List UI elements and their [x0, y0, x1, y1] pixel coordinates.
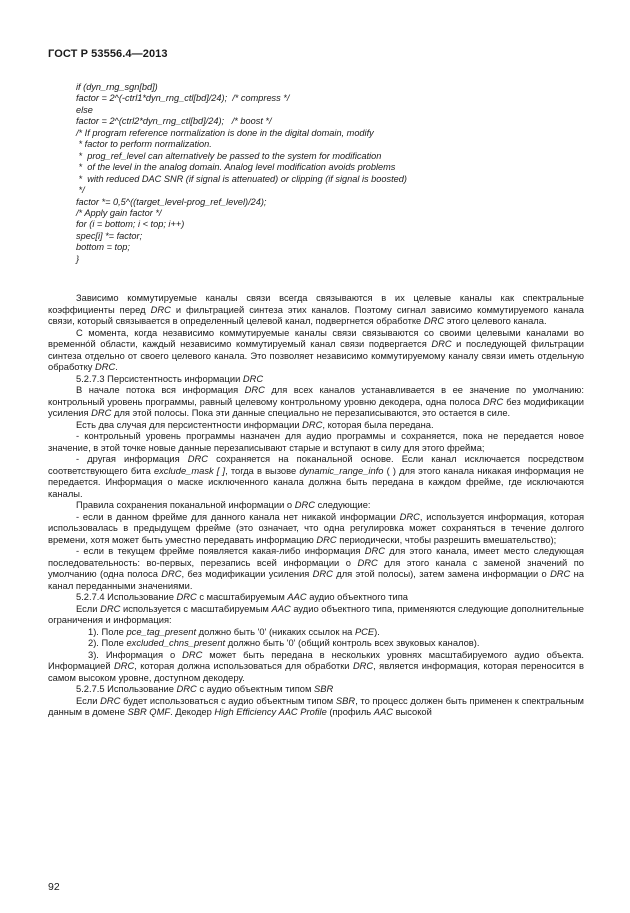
- code-line: * factor to perform normalization.: [76, 139, 212, 150]
- paragraph: Если DRC будет использоваться с аудио объектным типом SBR, то процесс должен быть применен к спектральным данным в домене SBR QMF. Декодер High Efficiency AAC Profile (профиль AAC высокой: [48, 695, 584, 717]
- code-line: }: [76, 253, 80, 264]
- page-header: ГОСТ Р 53556.4—2013: [48, 48, 168, 60]
- paragraph: Если DRC используется с масштабируемым AAC аудио объектного типа, применяются следующие дополнительные ограничения и информация:: [48, 603, 584, 625]
- code-line: */: [76, 185, 85, 196]
- paragraph: - если в текущем фрейме появляется какая-либо информация DRC для этого канала, имеет место следующая последовательность: во-первых, перезапись всей информации о DRC для этого канала с заменой значений по умолчанию (одна полоса DRC, без модификации усиления DRC для этой полосы), затем замена информации о DRC на канал переданными значениями.: [48, 546, 584, 591]
- paragraph: Есть два случая для персистентности информации DRC, которая была передана.: [76, 419, 434, 430]
- code-line: * prog_ref_level can alternatively be passed to the system for modification: [76, 150, 382, 161]
- paragraph: - другая информация DRC сохраняется на поканальной основе. Если канал исключается посредством соответствующего бита exclude_mask [ ], тогда в вызове dynamic_range_info ( ) для этого канала никакая информация не передается. Информация о маске исключенного канала должна быть передана в каждом фрейме, где исключаются каналы.: [48, 454, 584, 499]
- section-heading: 5.2.7.4 Использование DRC с масштабируемым AAC аудио объектного типа: [76, 592, 408, 602]
- code-line: * with reduced DAC SNR (if signal is attenuated) or clipping (if signal is boosted): [76, 173, 407, 184]
- code-line: factor = 2^(ctrl2*dyn_rng_ctl[bd]/24); /* boost */: [76, 116, 272, 127]
- code-line: factor = 2^(-ctrl1*dyn_rng_ctl[bd]/24); /* compress */: [76, 93, 290, 104]
- code-line: if (dyn_rng_sgn[bd]): [76, 82, 158, 92]
- code-line: * of the level in the analog domain. Analog level modification avoids problems: [76, 162, 396, 173]
- code-line: bottom = top;: [76, 242, 130, 253]
- paragraph: С момента, когда независимо коммутируемые каналы связи связываются со своими целевыми каналами во временнóй области, каждый независимо коммутируемый канал связи подвергается DRC и последующей фильтрации синтеза отдельно от своего целевого канала. Это позволяет независимо коммутируемому каналу связи иметь отдельную обработку DRC.: [48, 327, 585, 372]
- paragraph: Зависимо коммутируемые каналы связи всегда связываются в их целевые каналы как спектральные коэффициенты перед DRC и фильтрацией синтеза этих каналов. Поэтому сигнал зависимо коммутируемого канала связи, который связывается в определенный целевой канал, подвергнется обработке DRC этого целевого канала.: [48, 293, 585, 326]
- paragraph: 3). Информация о DRC может быть передана в нескольких уровнях масштабируемого аудио объекта. Информацией DRC, которая должна использоваться для обработки DRC, является информация, которая переносится в самом высоком уровне, доступном декодеру.: [48, 649, 584, 683]
- section-heading: 5.2.7.3 Персистентность информации DRC: [76, 373, 264, 384]
- paragraph: Правила сохранения поканальной информации о DRC следующие:: [76, 500, 371, 510]
- code-line: factor *= 0,5^((target_level-prog_ref_level)/24);: [76, 196, 267, 207]
- paragraph: - контрольный уровень программы назначен для аудио программы и сохраняется, пока не передается новое значение, в этой точке новые данные перезаписывают старые и вступают в силу для этого фрейма;: [48, 431, 584, 453]
- paragraph: 1). Поле pce_tag_present должно быть '0' (никаких ссылок на PCE).: [88, 626, 380, 637]
- page-number: 92: [48, 881, 60, 893]
- code-line: /* Apply gain factor */: [76, 207, 162, 218]
- code-block: [76, 82, 407, 265]
- body-text: [48, 293, 584, 719]
- paragraph: В начале потока вся информация DRC для всех каналов устанавливается в ее значение по умолчанию: контрольный уровень программы, равный целевому контрольному уровню декодера, одна полоса DRC без модификации усиления DRC для этой полосы. Пока эти данные специально не перезаписываются, это остается в силе.: [48, 385, 584, 418]
- section-heading: 5.2.7.5 Использование DRC с аудио объектным типом SBR: [76, 684, 334, 694]
- code-line: else: [76, 104, 93, 115]
- paragraph: 2). Поле excluded_chns_present должно быть '0' (общий контроль всех звуковых каналов).: [88, 638, 480, 648]
- code-line: for (i = bottom; i < top; i++): [76, 219, 185, 230]
- paragraph: - если в данном фрейме для данного канала нет никакой информации DRC, используется информация, которая использовалась в предыдущем фрейме (это означает, что одна регулировка может сохраняться в течение долгого времени, хотя может быть уместно передавать информацию DRC периодически, чтобы разрешить вмешательство);: [48, 511, 585, 545]
- code-line: spec[i] *= factor;: [76, 230, 143, 241]
- code-line: /* If program reference normalization is done in the digital domain, modify: [76, 127, 374, 138]
